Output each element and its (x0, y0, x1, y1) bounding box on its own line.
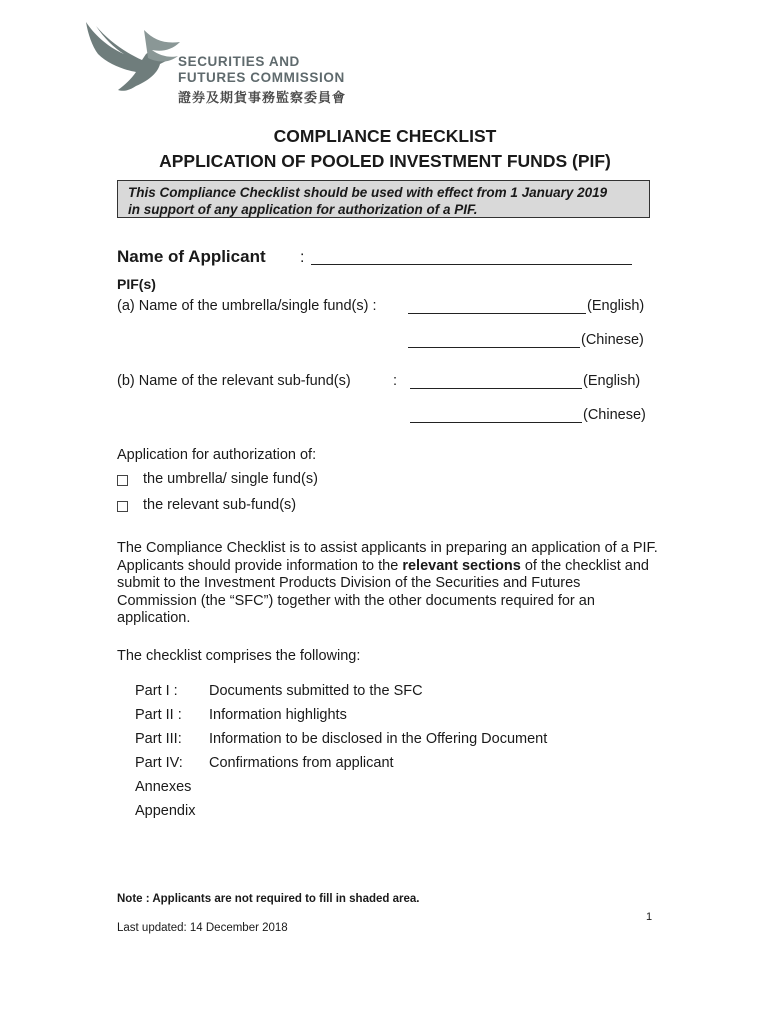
last-updated: Last updated: 14 December 2018 (117, 922, 288, 934)
applicant-label: Name of Applicant (117, 247, 266, 266)
part-label: Part II : (135, 707, 182, 723)
applicant-colon: : (300, 249, 305, 266)
sub-fund-chinese-label: (Chinese) (583, 407, 646, 423)
umbrella-fund-option: the umbrella/ single fund(s) (143, 471, 318, 487)
paragraph-bold: relevant sections (402, 557, 521, 574)
part-label: Part III: (135, 731, 182, 747)
part-desc: Information highlights (209, 707, 347, 723)
effective-date-notice (117, 180, 650, 218)
notice-line1: This Compliance Checklist should be used with effect from 1 January 2019 (128, 185, 608, 200)
sub-fund-english-label: (English) (583, 373, 641, 389)
document-title: COMPLIANCE CHECKLIST (273, 126, 497, 146)
applicant-name-field[interactable] (311, 264, 632, 265)
logo-chinese: 證券及期貨事務監察委員會 (178, 90, 347, 105)
document-subtitle: APPLICATION OF POOLED INVESTMENT FUNDS (PIF) (159, 151, 611, 171)
page-number: 1 (646, 911, 653, 923)
intro-paragraph (117, 540, 662, 628)
authorization-heading: Application for authorization of: (117, 447, 317, 463)
part-desc: Information to be disclosed in the Offering Document (209, 731, 548, 747)
logo-line1: SECURITIES AND (178, 54, 300, 69)
notice-line2: in support of any application for authorization of a PIF. (128, 202, 478, 217)
sub-fund-option: the relevant sub-fund(s) (143, 497, 297, 513)
sub-fund-label: (b) Name of the relevant sub-fund(s) (117, 373, 351, 389)
logo-line2: FUTURES COMMISSION (178, 70, 345, 85)
comprises-heading: The checklist comprises the following: (117, 648, 361, 664)
sub-fund-english-field[interactable] (410, 388, 582, 389)
umbrella-fund-checkbox[interactable] (117, 475, 128, 486)
umbrella-english-label: (English) (587, 298, 645, 314)
sfc-eagle-logo-icon (84, 20, 184, 97)
pifs-heading: PIF(s) (117, 276, 156, 292)
umbrella-fund-label: (a) Name of the umbrella/single fund(s) : (117, 298, 377, 314)
umbrella-fund-chinese-field[interactable] (408, 347, 580, 348)
umbrella-fund-english-field[interactable] (408, 313, 586, 314)
umbrella-chinese-label: (Chinese) (581, 332, 644, 348)
part-label: Part I : (135, 683, 178, 699)
paragraph-text-2: of the checklist and submit to the Investment Products Division of the Securities and Futures Commission (the “SFC”) together with the other documents required for an application. (117, 557, 649, 626)
sub-fund-colon: : (393, 373, 398, 389)
part-desc: Confirmations from applicant (209, 755, 394, 771)
shaded-area-note: Note : Applicants are not required to fill in shaded area. (117, 893, 420, 905)
part-desc: Documents submitted to the SFC (209, 683, 423, 699)
part-label: Annexes (135, 779, 192, 795)
sub-fund-chinese-field[interactable] (410, 422, 582, 423)
sub-fund-checkbox[interactable] (117, 501, 128, 512)
paragraph-text-1: The Compliance Checklist is to assist applicants in preparing an application of a PIF. Applicants should provide information to the (117, 540, 658, 574)
part-label: Part IV: (135, 755, 183, 771)
part-label: Appendix (135, 803, 196, 819)
